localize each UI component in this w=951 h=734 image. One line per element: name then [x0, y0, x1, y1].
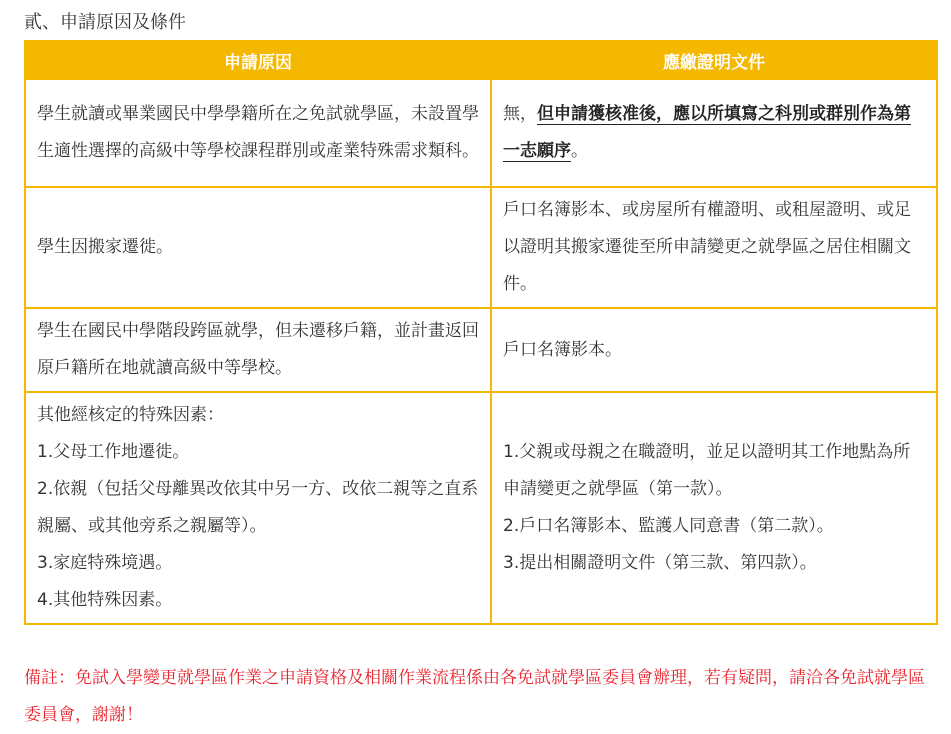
reason-cell	[25, 392, 491, 624]
documents-text: 無，	[503, 104, 537, 124]
documents-cell	[491, 392, 937, 624]
reason-line: 2.依親（包括父母離異改依其中另一方、改依二親等之直系親屬、或其他旁系之親屬等）。	[37, 479, 479, 536]
remarks-note: 備註：免試入學變更就學區作業之申請資格及相關作業流程係由各免試就學區委員會辦理，若有疑問，請洽各免試就學區委員會，謝謝！	[24, 668, 925, 725]
documents-emphasis: 但申請獲核准後，應以所填寫之科別或群別作為第一志願序	[503, 104, 911, 161]
documents-line: 2.戶口名簿影本、監護人同意書（第二款）。	[503, 516, 834, 536]
reason-cell: 學生在國民中學階段跨區就學，但未遷移戶籍，並計畫返回原戶籍所在地就讀高級中等學校。	[25, 308, 491, 392]
table-row	[25, 308, 937, 392]
reason-line: 3.家庭特殊境遇。	[37, 553, 173, 573]
documents-cell: 戶口名簿影本。	[491, 308, 937, 392]
header-documents: 應繳證明文件	[491, 41, 937, 79]
documents-text-end: 。	[571, 141, 588, 161]
documents-cell: 戶口名簿影本、或房屋所有權證明、或租屋證明、或足以證明其搬家遷徙至所申請變更之就學區之居住相關文件。	[491, 187, 937, 308]
reason-cell: 學生因搬家遷徙。	[25, 187, 491, 308]
table-row	[25, 79, 937, 187]
reason-cell: 學生就讀或畢業國民中學學籍所在之免試就學區，未設置學生適性選擇的高級中等學校課程群別或產業特殊需求類科。	[25, 79, 491, 187]
table-header-row	[25, 41, 937, 79]
documents-cell	[491, 79, 937, 187]
reason-line: 4.其他特殊因素。	[37, 590, 173, 610]
section-title: 貳、申請原因及條件	[24, 12, 186, 33]
reason-line: 1.父母工作地遷徙。	[37, 442, 190, 462]
reason-line: 其他經核定的特殊因素：	[37, 405, 224, 425]
documents-line: 1.父親或母親之在職證明，並足以證明其工作地點為所申請變更之就學區（第一款）。	[503, 442, 911, 499]
header-reason: 申請原因	[25, 41, 491, 79]
table-row	[25, 392, 937, 624]
table-row	[25, 187, 937, 308]
documents-line: 3.提出相關證明文件（第三款、第四款）。	[503, 553, 817, 573]
application-conditions-table	[24, 40, 938, 625]
